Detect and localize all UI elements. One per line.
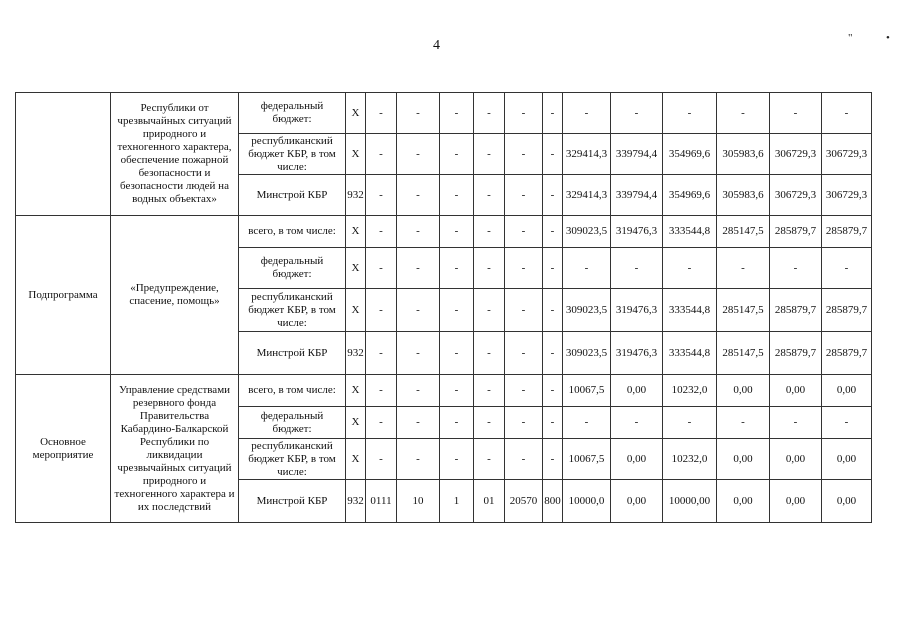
classification-code-cell: 800 [543,480,563,523]
classification-code-cell: - [505,216,543,248]
amount-cell: - [563,407,611,439]
amount-cell: 285879,7 [822,216,872,248]
classification-code-cell: 10 [397,480,440,523]
amount-cell: - [770,407,822,439]
classification-code-cell: - [543,332,563,375]
classification-code-cell: - [505,332,543,375]
funding-source-cell: всего, в том числе: [239,375,346,407]
classification-code-cell: - [505,134,543,175]
program-name-cell: Управление средствами резервного фонда Правительства Кабардино-Балкарской Республики по ликвидации чрезвычайных ситуаций природного и техногенного характера и их последствий [111,375,239,523]
classification-code-cell: - [397,175,440,216]
amount-cell: - [563,248,611,289]
classification-code-cell: - [505,175,543,216]
amount-cell: 309023,5 [563,216,611,248]
amount-cell: 0,00 [611,375,663,407]
program-type-cell: Подпрограмма [16,216,111,375]
amount-cell: 339794,4 [611,175,663,216]
amount-cell: - [770,93,822,134]
classification-code-cell: - [543,248,563,289]
amount-cell: 285879,7 [822,289,872,332]
amount-cell: 285879,7 [770,332,822,375]
classification-code-cell: - [397,439,440,480]
classification-code-cell: - [397,289,440,332]
amount-cell: 306729,3 [770,134,822,175]
amount-cell: 333544,8 [663,289,717,332]
amount-cell: 333544,8 [663,332,717,375]
amount-cell: 10000,0 [563,480,611,523]
classification-code-cell: - [366,375,397,407]
classification-code-cell: - [543,289,563,332]
amount-cell: 319476,3 [611,289,663,332]
classification-code-cell: 1 [440,480,474,523]
classification-code-cell: - [505,439,543,480]
table-row [16,93,872,134]
classification-code-cell: - [366,175,397,216]
classification-code-cell: - [440,175,474,216]
amount-cell: 10067,5 [563,439,611,480]
classification-code-cell: - [397,216,440,248]
classification-code-cell: - [474,134,505,175]
amount-cell: 0,00 [717,375,770,407]
grbs-code-cell: X [346,248,366,289]
classification-code-cell: - [366,407,397,439]
table-row [16,375,872,407]
amount-cell: - [717,248,770,289]
classification-code-cell: - [397,248,440,289]
classification-code-cell: - [543,93,563,134]
classification-code-cell: - [440,248,474,289]
amount-cell: 0,00 [717,480,770,523]
amount-cell: 329414,3 [563,134,611,175]
amount-cell: - [611,248,663,289]
classification-code-cell: - [397,375,440,407]
classification-code-cell: - [366,248,397,289]
classification-code-cell: - [366,93,397,134]
amount-cell: 0,00 [822,439,872,480]
amount-cell: 0,00 [611,480,663,523]
amount-cell: 306729,3 [822,175,872,216]
funding-source-cell: Минстрой КБР [239,175,346,216]
table-row [16,216,872,248]
amount-cell: - [717,93,770,134]
classification-code-cell: - [543,216,563,248]
program-type-cell: Основное мероприятие [16,375,111,523]
amount-cell: 10232,0 [663,439,717,480]
classification-code-cell: - [440,332,474,375]
amount-cell: - [611,93,663,134]
classification-code-cell: - [543,134,563,175]
grbs-code-cell: 932 [346,480,366,523]
amount-cell: 329414,3 [563,175,611,216]
amount-cell: 10232,0 [663,375,717,407]
amount-cell: - [717,407,770,439]
classification-code-cell: - [440,134,474,175]
grbs-code-cell: 932 [346,175,366,216]
amount-cell: 285879,7 [770,216,822,248]
classification-code-cell: - [543,175,563,216]
amount-cell: 0,00 [822,480,872,523]
amount-cell: 354969,6 [663,175,717,216]
classification-code-cell: - [543,407,563,439]
grbs-code-cell: X [346,375,366,407]
classification-code-cell: - [397,407,440,439]
classification-code-cell: - [440,375,474,407]
classification-code-cell: 01 [474,480,505,523]
amount-cell: 0,00 [770,439,822,480]
amount-cell: 285879,7 [822,332,872,375]
amount-cell: 333544,8 [663,216,717,248]
classification-code-cell: - [440,93,474,134]
amount-cell: 0,00 [611,439,663,480]
amount-cell: - [663,93,717,134]
program-name-cell: Республики от чрезвычайных ситуаций природного и техногенного характера, обеспечение пожарной безопасности и безопасности людей на водных объектах» [111,93,239,216]
classification-code-cell: - [505,93,543,134]
amount-cell: - [822,93,872,134]
funding-source-cell: республиканский бюджет КБР, в том числе: [239,134,346,175]
classification-code-cell: - [543,439,563,480]
funding-source-cell: Минстрой КБР [239,480,346,523]
amount-cell: 285147,5 [717,289,770,332]
classification-code-cell: - [474,407,505,439]
amount-cell: 285879,7 [770,289,822,332]
page-number: 4 [433,38,440,53]
classification-code-cell: - [474,332,505,375]
classification-code-cell: - [474,289,505,332]
scan-mark: • [886,32,890,44]
classification-code-cell: - [397,332,440,375]
grbs-code-cell: X [346,216,366,248]
amount-cell: - [770,248,822,289]
classification-code-cell: 20570 [505,480,543,523]
amount-cell: 0,00 [770,480,822,523]
amount-cell: 339794,4 [611,134,663,175]
amount-cell: - [822,248,872,289]
amount-cell: 306729,3 [822,134,872,175]
amount-cell: - [611,407,663,439]
amount-cell: 319476,3 [611,216,663,248]
classification-code-cell: - [366,332,397,375]
classification-code-cell: - [440,439,474,480]
classification-code-cell: - [474,216,505,248]
grbs-code-cell: X [346,134,366,175]
amount-cell: 0,00 [770,375,822,407]
classification-code-cell: - [474,93,505,134]
classification-code-cell: - [474,375,505,407]
grbs-code-cell: 932 [346,332,366,375]
grbs-code-cell: X [346,439,366,480]
amount-cell: - [822,407,872,439]
classification-code-cell: - [366,216,397,248]
scan-mark: " [848,32,853,44]
amount-cell: - [563,93,611,134]
amount-cell: 285147,5 [717,332,770,375]
funding-source-cell: республиканский бюджет КБР, в том числе: [239,439,346,480]
classification-code-cell: - [474,248,505,289]
funding-source-cell: федеральный бюджет: [239,93,346,134]
classification-code-cell: - [366,134,397,175]
amount-cell: 10067,5 [563,375,611,407]
classification-code-cell: - [543,375,563,407]
amount-cell: 0,00 [717,439,770,480]
amount-cell: 354969,6 [663,134,717,175]
amount-cell: 319476,3 [611,332,663,375]
grbs-code-cell: X [346,407,366,439]
classification-code-cell: - [505,248,543,289]
classification-code-cell: - [505,407,543,439]
classification-code-cell: - [440,289,474,332]
classification-code-cell: - [474,175,505,216]
grbs-code-cell: X [346,289,366,332]
amount-cell: 306729,3 [770,175,822,216]
amount-cell: - [663,248,717,289]
classification-code-cell: 0111 [366,480,397,523]
classification-code-cell: - [440,407,474,439]
classification-code-cell: - [505,375,543,407]
funding-source-cell: федеральный бюджет: [239,407,346,439]
funding-source-cell: Минстрой КБР [239,332,346,375]
amount-cell: 0,00 [822,375,872,407]
amount-cell: 10000,00 [663,480,717,523]
amount-cell: 305983,6 [717,134,770,175]
classification-code-cell: - [440,216,474,248]
program-type-cell [16,93,111,216]
budget-table [15,92,872,523]
funding-source-cell: всего, в том числе: [239,216,346,248]
amount-cell: - [663,407,717,439]
funding-source-cell: федеральный бюджет: [239,248,346,289]
amount-cell: 285147,5 [717,216,770,248]
amount-cell: 309023,5 [563,332,611,375]
classification-code-cell: - [397,134,440,175]
classification-code-cell: - [366,289,397,332]
classification-code-cell: - [366,439,397,480]
grbs-code-cell: X [346,93,366,134]
classification-code-cell: - [505,289,543,332]
amount-cell: 305983,6 [717,175,770,216]
program-name-cell: «Предупреждение, спасение, помощь» [111,216,239,375]
funding-source-cell: республиканский бюджет КБР, в том числе: [239,289,346,332]
classification-code-cell: - [474,439,505,480]
classification-code-cell: - [397,93,440,134]
amount-cell: 309023,5 [563,289,611,332]
